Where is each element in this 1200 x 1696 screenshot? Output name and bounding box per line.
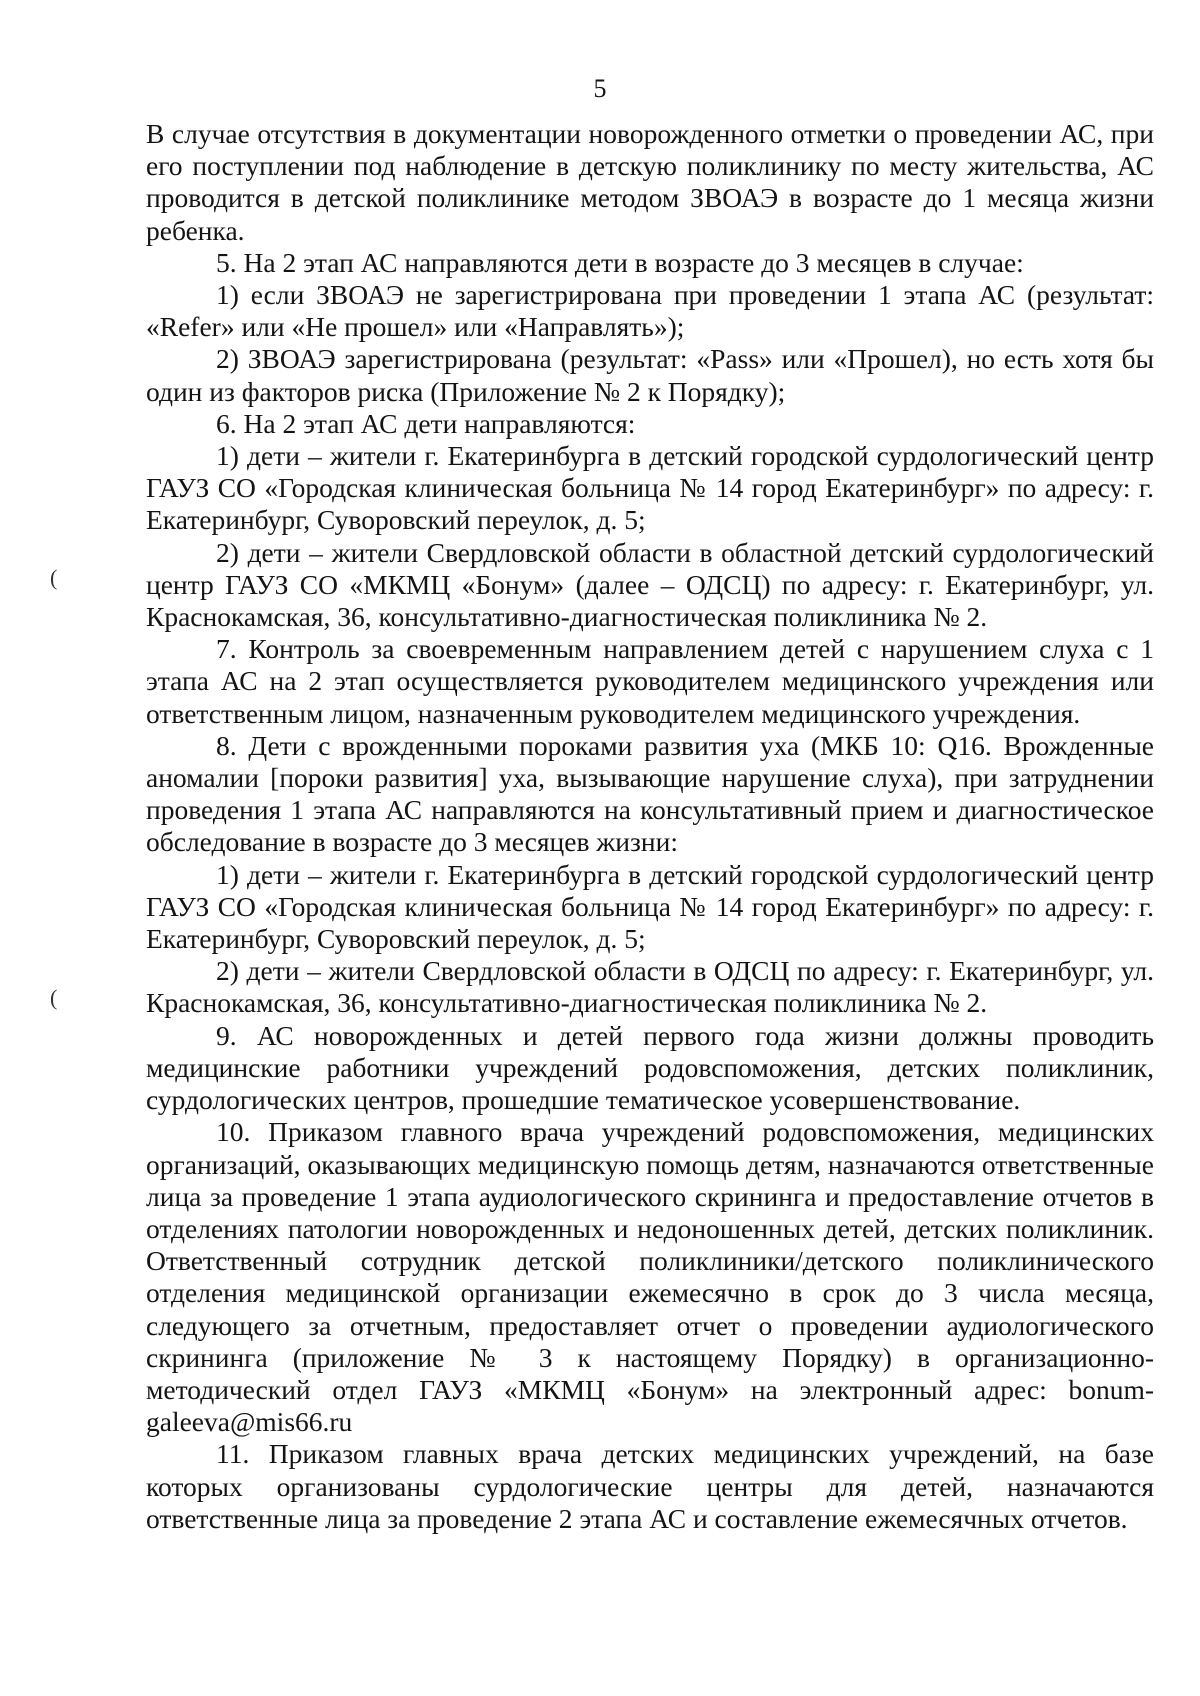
paragraph-5: 5. На 2 этап АС направляются дети в возрасте до 3 месяцев в случае: [216, 246, 1024, 278]
page-number: 5 [593, 74, 607, 103]
document-body [146, 118, 1154, 1535]
paragraph-8: 8. Дети с врожденными пороками развития уха (МКБ 10: Q16. Врожденные аномалии [пороки развития] уха, вызывающие нарушение слуха), при затруднении проведения 1 этапа АС направляются на консультативный прием и диагностическое обследование в возрасте до 3 месяцев жизни: [146, 729, 1154, 858]
paragraph-6-item-1: 1) дети – жители г. Екатеринбурга в детский городской сурдологический центр ГАУЗ СО «Городская клиническая больница № 14 город Екатеринбург» по адресу: г. Екатеринбург, Суворовский переулок, д. 5; [146, 440, 1154, 536]
paragraph-6-item-2: 2) дети – жители Свердловской области в областной детский сурдологический центр ГАУЗ СО «МКМЦ «Бонум» (далее – ОДСЦ) по адресу: г. Екатеринбург, ул. Краснокамская, 36, консультативно-диагностическая поликлиника № 2. [146, 536, 1154, 633]
paragraph-5-item-2: 2) ЗВОАЭ зарегистрирована (результат: «Pass» или «Прошел), но есть хотя бы один из факторов риска (Приложение № 2 к Порядку); [146, 343, 1154, 407]
paragraph-5-item-1: 1) если ЗВОАЭ не зарегистрирована при проведении 1 этапа АС (результат: «Refer» или «Не прошел» или «Направлять»); [146, 279, 1154, 343]
paragraph-6: 6. На 2 этап АС дети направляются: [216, 407, 636, 439]
paragraph-11: 11. Приказом главных врача детских медицинских учреждений, на базе которых организованы сурдологические центры для детей, назначаются ответственные лица за проведение 2 этапа АС и составление ежемесячных отчетов. [146, 1438, 1154, 1534]
paragraph-8-item-1: 1) дети – жители г. Екатеринбурга в детский городской сурдологический центр ГАУЗ СО «Городская клиническая больница № 14 город Екатеринбург» по адресу: г. Екатеринбург, Суворовский переулок, д. 5; [146, 858, 1154, 955]
paragraph-10: 10. Приказом главного врача учреждений родовспоможения, медицинских организаций, оказывающих медицинскую помощь детям, назначаются ответственные лица за проведение 1 этапа аудиологического скрининга и предоставление отчетов в отделениях патологии новорожденных и недоношенных детей, детских поликлиник. Ответственный сотрудник детской поликлиники/детского поликлинического отделения медицинской организации ежемесячно в срок до 3 числа месяца, следующего за отчетным, предоставляет отчет о проведении аудиологического скрининга (приложение № 3 к настоящему Порядку) в организационно-методический отдел ГАУЗ «МКМЦ «Бонум» на электронный адрес: bonum-galeeva@mis66.ru [146, 1116, 1154, 1438]
paragraph-intro: В случае отсутствия в документации новорожденного отметки о проведении АС, при его поступлении под наблюдение в детскую поликлинику по месту жительства, АС проводится в детской поликлинике методом ЗВОАЭ в возрасте до 1 месяца жизни ребенка. [146, 118, 1154, 246]
paragraph-7: 7. Контроль за своевременным направлением детей с нарушением слуха с 1 этапа АС на 2 этап осуществляется руководителем медицинского учреждения или ответственным лицом, назначенным руководителем медицинского учреждения. [146, 633, 1154, 729]
margin-mark: ( [50, 565, 58, 590]
paragraph-8-item-2: 2) дети – жители Свердловской области в ОДСЦ по адресу: г. Екатеринбург, ул. Краснокамская, 36, консультативно-диагностическая поликлиника № 2. [146, 955, 1154, 1019]
margin-mark: ( [50, 985, 58, 1010]
paragraph-9: 9. АС новорожденных и детей первого года жизни должны проводить медицинские работники учреждений родовспоможения, детских поликлиник, сурдологических центров, прошедшие тематическое усовершенствование. [146, 1019, 1154, 1116]
